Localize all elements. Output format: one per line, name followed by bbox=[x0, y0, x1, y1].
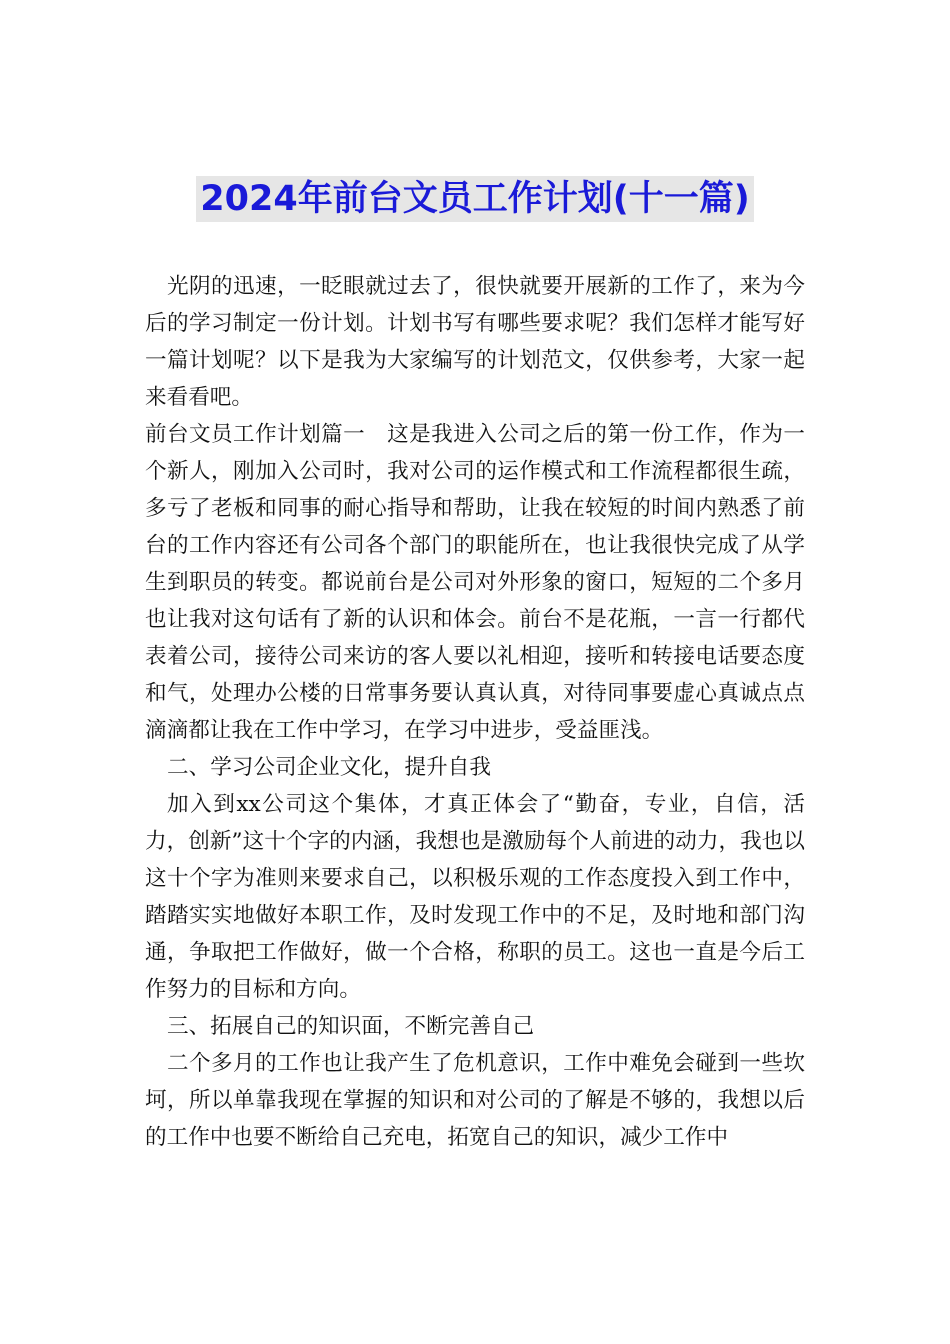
title-container bbox=[0, 176, 950, 222]
document-title: 2024年前台文员工作计划(十一篇) bbox=[196, 176, 753, 222]
intro-paragraph: 光阴的迅速，一眨眼就过去了，很快就要开展新的工作了，来为今后的学习制定一份计划。计划书写有哪些要求呢？我们怎样才能写好一篇计划呢？以下是我为大家编写的计划范文，仅供参考，大家一起来看看吧。 bbox=[145, 274, 805, 410]
culture-paragraph: 加入到xx公司这个集体，才真正体会了“勤奋，专业，自信，活力，创新”这十个字的内涵，我想也是激励每个人前进的动力，我也以这十个字为准则来要求自己，以积极乐观的工作态度投入到工作中，踏踏实实地做好本职工作，及时发现工作中的不足，及时地和部门沟通，争取把工作做好，做一个合格，称职的员工。这也一直是今后工作努力的目标和方向。 bbox=[145, 792, 805, 1002]
section-heading-culture: 二、学习公司企业文化，提升自我 bbox=[167, 755, 491, 780]
document-body bbox=[145, 268, 805, 1156]
knowledge-paragraph: 二个多月的工作也让我产生了危机意识，工作中难免会碰到一些坎坷，所以单靠我现在掌握的知识和对公司的了解是不够的，我想以后的工作中也要不断给自己充电，拓宽自己的知识，减少工作中 bbox=[145, 1051, 805, 1150]
section-heading-knowledge: 三、拓展自己的知识面，不断完善自己 bbox=[167, 1014, 535, 1039]
section-one-paragraph: 前台文员工作计划篇一 这是我进入公司之后的第一份工作，作为一个新人，刚加入公司时，我对公司的运作模式和工作流程都很生疏，多亏了老板和同事的耐心指导和帮助，让我在较短的时间内熟悉了前台的工作内容还有公司各个部门的职能所在，也让我很快完成了从学生到职员的转变。都说前台是公司对外形象的窗口，短短的二个多月也让我对这句话有了新的认识和体会。前台不是花瓶，一言一行都代表着公司，接待公司来访的客人要以礼相迎，接听和转接电话要态度和气，处理办公楼的日常事务要认真认真，对待同事要虚心真诚点点滴滴都让我在工作中学习，在学习中进步，受益匪浅。 bbox=[145, 422, 805, 743]
